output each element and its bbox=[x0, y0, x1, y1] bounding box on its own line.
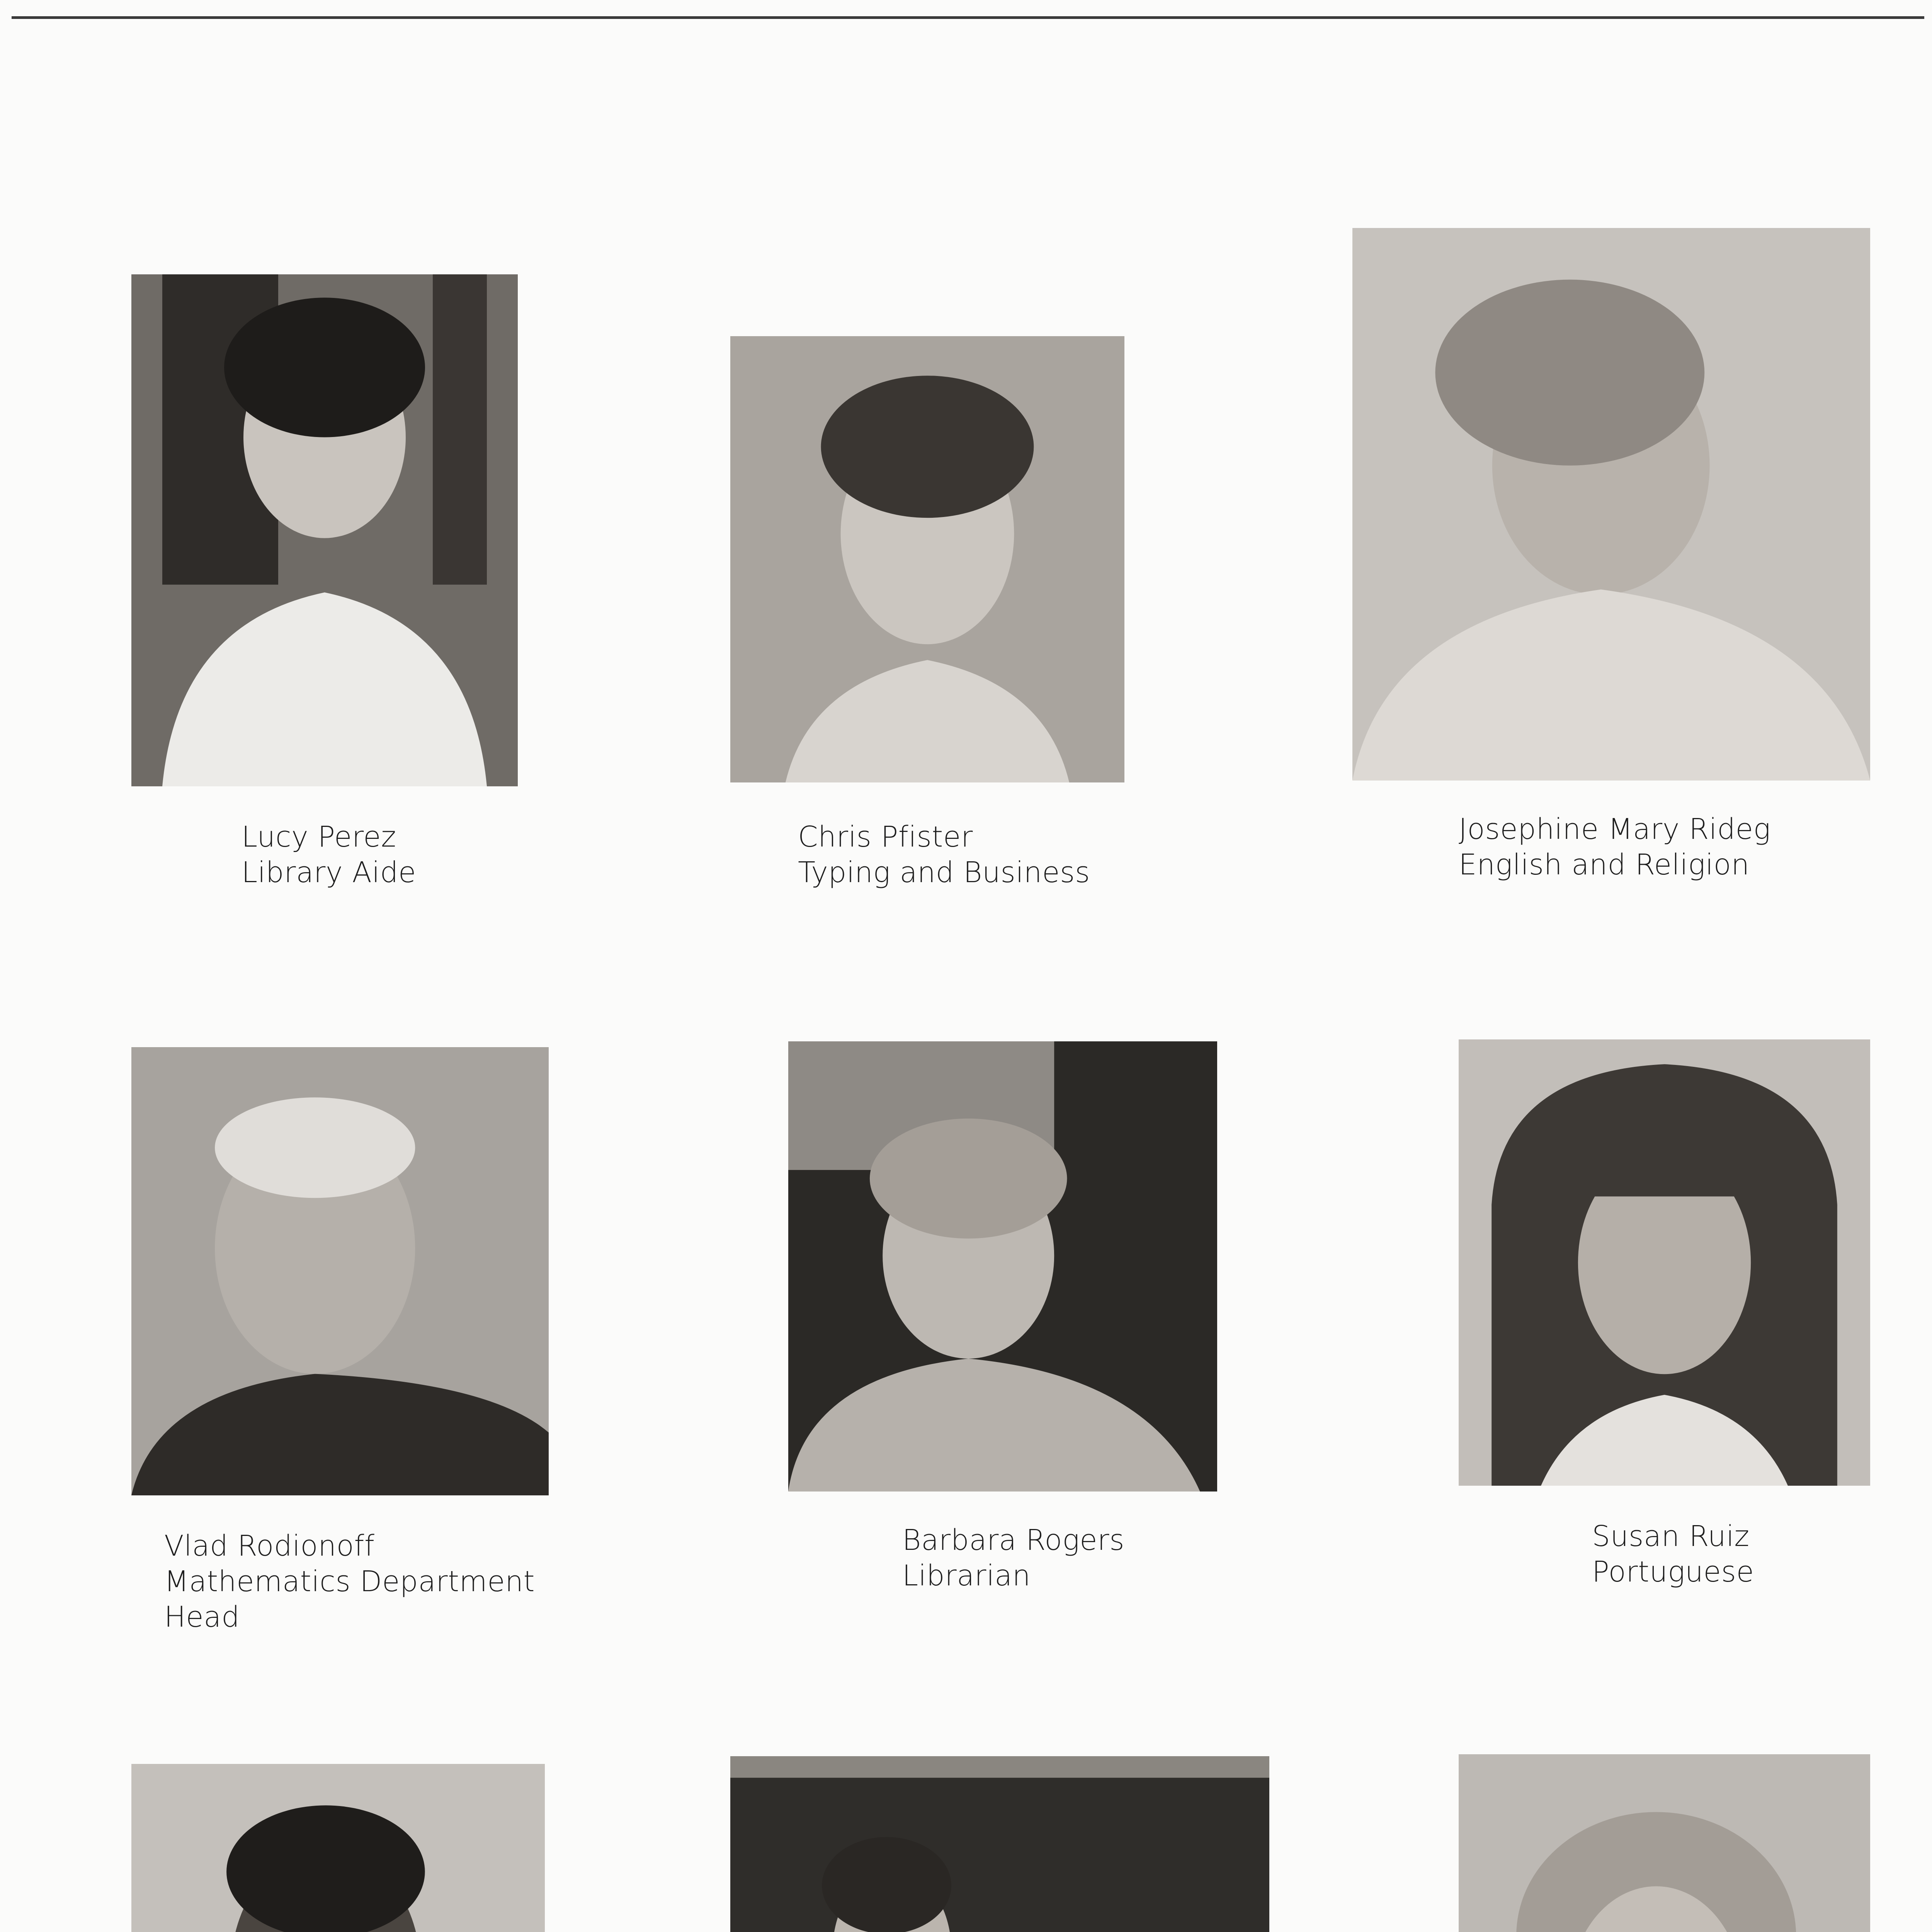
staff-caption bbox=[242, 819, 416, 890]
portrait-photo bbox=[788, 1041, 1217, 1492]
staff-caption bbox=[1592, 1519, 1754, 1590]
portrait-photo bbox=[1459, 1754, 1870, 1932]
portrait-photo bbox=[131, 1047, 549, 1495]
staff-title: Head bbox=[164, 1600, 240, 1634]
staff-name: Vlad Rodionoff bbox=[164, 1529, 375, 1563]
portrait-photo bbox=[131, 1764, 545, 1932]
staff-title: Library Aide bbox=[242, 856, 416, 889]
staff-title: Librarian bbox=[902, 1559, 1031, 1592]
staff-name: Chris Pfister bbox=[798, 820, 973, 854]
portrait-photo bbox=[1459, 1039, 1870, 1486]
staff-name: Josephine Mary Rideg bbox=[1459, 813, 1771, 846]
portrait-photo bbox=[730, 336, 1124, 782]
staff-caption bbox=[1459, 811, 1770, 883]
staff-title: Typing and Business bbox=[798, 856, 1090, 889]
staff-caption bbox=[164, 1528, 535, 1635]
staff-title: Portuguese bbox=[1592, 1555, 1754, 1588]
portrait-photo bbox=[1352, 228, 1870, 781]
staff-name: Lucy Perez bbox=[242, 820, 396, 854]
staff-name: Susan Ruiz bbox=[1592, 1520, 1750, 1553]
staff-title: Mathematics Department bbox=[164, 1565, 535, 1598]
staff-name: Barbara Rogers bbox=[902, 1524, 1125, 1557]
portrait-photo bbox=[730, 1756, 1269, 1932]
top-rule bbox=[12, 16, 1924, 19]
staff-caption bbox=[798, 819, 1090, 890]
staff-caption bbox=[902, 1522, 1124, 1594]
portrait-photo bbox=[131, 274, 518, 786]
staff-title: English and Religion bbox=[1459, 848, 1750, 881]
